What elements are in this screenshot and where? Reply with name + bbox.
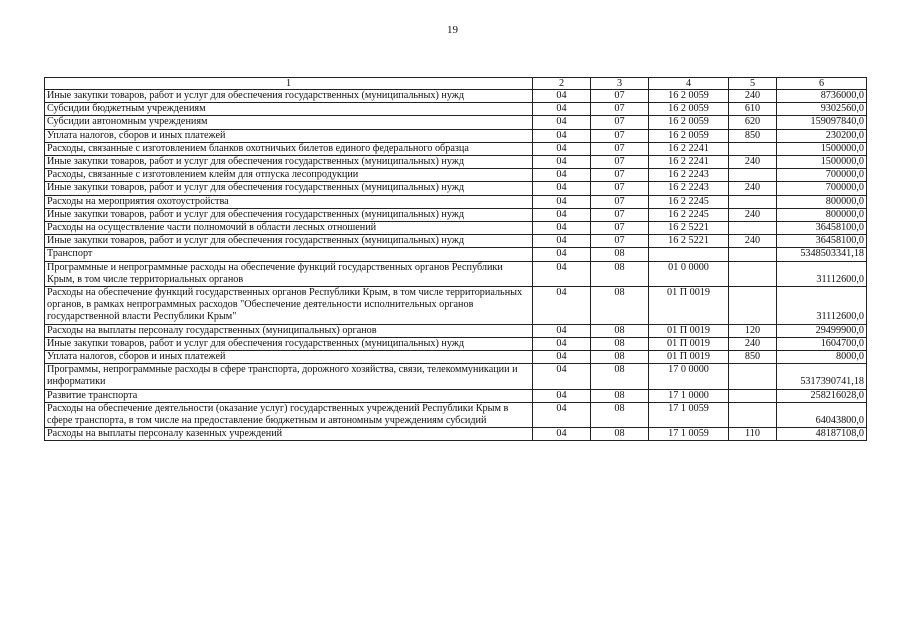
- section-code: 04: [533, 129, 591, 142]
- subsection-code: 07: [591, 142, 649, 155]
- item-name: Расходы на осуществление части полномочий в области лесных отношений: [45, 222, 533, 235]
- expense-type-code: 240: [729, 90, 777, 103]
- table-row: [45, 222, 867, 235]
- expense-type-code: [729, 222, 777, 235]
- item-name: Расходы на обеспечение деятельности (оказание услуг) государственных учреждений Республики Крым в сфере транспорта, в том числе на предоставление бюджетным и автономным учреждениям субсидий: [45, 402, 533, 427]
- amount-value: 31112600,0: [777, 287, 867, 325]
- expense-type-code: [729, 389, 777, 402]
- subsection-code: 07: [591, 129, 649, 142]
- subsection-code: 07: [591, 90, 649, 103]
- subsection-code: 07: [591, 103, 649, 116]
- table-row: [45, 182, 867, 195]
- item-name: Расходы, связанные с изготовлением клейм для отпуска лесопродукции: [45, 169, 533, 182]
- amount-value: 36458100,0: [777, 235, 867, 248]
- table-row: [45, 324, 867, 337]
- expense-type-code: 610: [729, 103, 777, 116]
- item-name: Расходы на выплаты персоналу государственных (муниципальных) органов: [45, 324, 533, 337]
- target-article-code: 16 2 0059: [649, 103, 729, 116]
- amount-value: 36458100,0: [777, 222, 867, 235]
- subsection-code: 07: [591, 182, 649, 195]
- expense-type-code: [729, 195, 777, 208]
- section-code: 04: [533, 261, 591, 286]
- section-code: 04: [533, 90, 591, 103]
- column-header-6: 6: [777, 78, 867, 90]
- amount-value: 9302560,0: [777, 103, 867, 116]
- table-row: [45, 129, 867, 142]
- table-row: [45, 337, 867, 350]
- section-code: 04: [533, 222, 591, 235]
- section-code: 04: [533, 195, 591, 208]
- item-name: Субсидии автономным учреждениям: [45, 116, 533, 129]
- item-name: Иные закупки товаров, работ и услуг для обеспечения государственных (муниципальных) нужд: [45, 156, 533, 169]
- subsection-code: 08: [591, 261, 649, 286]
- section-code: 04: [533, 389, 591, 402]
- amount-value: 48187108,0: [777, 428, 867, 441]
- amount-value: 31112600,0: [777, 261, 867, 286]
- section-code: 04: [533, 364, 591, 389]
- column-header-4: 4: [649, 78, 729, 90]
- expense-type-code: [729, 261, 777, 286]
- section-code: 04: [533, 103, 591, 116]
- item-name: Уплата налогов, сборов и иных платежей: [45, 351, 533, 364]
- item-name: Расходы на мероприятия охотоустройства: [45, 195, 533, 208]
- amount-value: 258216028,0: [777, 389, 867, 402]
- subsection-code: 08: [591, 337, 649, 350]
- expense-type-code: 240: [729, 337, 777, 350]
- subsection-code: 07: [591, 208, 649, 221]
- section-code: 04: [533, 116, 591, 129]
- target-article-code: 16 2 2243: [649, 169, 729, 182]
- table-row: [45, 235, 867, 248]
- target-article-code: 16 2 0059: [649, 129, 729, 142]
- column-header-3: 3: [591, 78, 649, 90]
- expense-type-code: 240: [729, 156, 777, 169]
- table-row: [45, 287, 867, 325]
- target-article-code: 16 2 5221: [649, 235, 729, 248]
- expense-type-code: [729, 169, 777, 182]
- table-body: [45, 90, 867, 441]
- item-name: Иные закупки товаров, работ и услуг для обеспечения государственных (муниципальных) нужд: [45, 235, 533, 248]
- subsection-code: 08: [591, 364, 649, 389]
- section-code: 04: [533, 169, 591, 182]
- target-article-code: 16 2 2245: [649, 208, 729, 221]
- table-row: [45, 261, 867, 286]
- target-article-code: 01 П 0019: [649, 287, 729, 325]
- subsection-code: 08: [591, 428, 649, 441]
- item-name: Расходы на выплаты персоналу казенных учреждений: [45, 428, 533, 441]
- table-row: [45, 208, 867, 221]
- expense-type-code: [729, 287, 777, 325]
- target-article-code: 17 1 0000: [649, 389, 729, 402]
- item-name: Уплата налогов, сборов и иных платежей: [45, 129, 533, 142]
- section-code: 04: [533, 142, 591, 155]
- item-name: Программные и непрограммные расходы на обеспечение функций государственных органов Республики Крым, в том числе территориальных органов: [45, 261, 533, 286]
- section-code: 04: [533, 287, 591, 325]
- target-article-code: 17 1 0059: [649, 402, 729, 427]
- table-row: [45, 142, 867, 155]
- target-article-code: 16 2 2241: [649, 156, 729, 169]
- target-article-code: 01 0 0000: [649, 261, 729, 286]
- subsection-code: 08: [591, 287, 649, 325]
- section-code: 04: [533, 182, 591, 195]
- table-row: [45, 156, 867, 169]
- amount-value: 230200,0: [777, 129, 867, 142]
- target-article-code: [649, 248, 729, 261]
- section-code: 04: [533, 428, 591, 441]
- amount-value: 1500000,0: [777, 142, 867, 155]
- section-code: 04: [533, 156, 591, 169]
- subsection-code: 07: [591, 169, 649, 182]
- amount-value: 29499900,0: [777, 324, 867, 337]
- target-article-code: 16 2 5221: [649, 222, 729, 235]
- table-header-row: [45, 78, 867, 90]
- expense-type-code: 620: [729, 116, 777, 129]
- column-header-2: 2: [533, 78, 591, 90]
- item-name: Иные закупки товаров, работ и услуг для обеспечения государственных (муниципальных) нужд: [45, 90, 533, 103]
- target-article-code: 16 2 2243: [649, 182, 729, 195]
- table-row: [45, 402, 867, 427]
- section-code: 04: [533, 337, 591, 350]
- expense-type-code: [729, 364, 777, 389]
- section-code: 04: [533, 235, 591, 248]
- amount-value: 800000,0: [777, 208, 867, 221]
- table-row: [45, 351, 867, 364]
- item-name: Иные закупки товаров, работ и услуг для обеспечения государственных (муниципальных) нужд: [45, 208, 533, 221]
- amount-value: 1604700,0: [777, 337, 867, 350]
- target-article-code: 16 2 0059: [649, 90, 729, 103]
- expense-type-code: 120: [729, 324, 777, 337]
- subsection-code: 07: [591, 222, 649, 235]
- target-article-code: 16 2 0059: [649, 116, 729, 129]
- section-code: 04: [533, 402, 591, 427]
- table-row: [45, 195, 867, 208]
- subsection-code: 08: [591, 351, 649, 364]
- section-code: 04: [533, 351, 591, 364]
- subsection-code: 07: [591, 116, 649, 129]
- subsection-code: 08: [591, 389, 649, 402]
- subsection-code: 07: [591, 235, 649, 248]
- amount-value: 159097840,0: [777, 116, 867, 129]
- item-name: Иные закупки товаров, работ и услуг для обеспечения государственных (муниципальных) нужд: [45, 182, 533, 195]
- item-name: Программы, непрограммные расходы в сфере транспорта, дорожного хозяйства, связи, телекоммуникации и информатики: [45, 364, 533, 389]
- item-name: Расходы, связанные с изготовлением бланков охотничьих билетов единого федерального образца: [45, 142, 533, 155]
- target-article-code: 17 0 0000: [649, 364, 729, 389]
- table-row: [45, 90, 867, 103]
- subsection-code: 08: [591, 248, 649, 261]
- subsection-code: 08: [591, 324, 649, 337]
- target-article-code: 17 1 0059: [649, 428, 729, 441]
- expense-type-code: 240: [729, 182, 777, 195]
- subsection-code: 07: [591, 195, 649, 208]
- amount-value: 700000,0: [777, 182, 867, 195]
- amount-value: 800000,0: [777, 195, 867, 208]
- item-name: Расходы на обеспечение функций государственных органов Республики Крым, в том числе территориальных органов, в рамках непрограммных расходов "Обеспечение деятельности исполнительных органов государственной власти Республики Крым": [45, 287, 533, 325]
- item-name: Иные закупки товаров, работ и услуг для обеспечения государственных (муниципальных) нужд: [45, 337, 533, 350]
- expense-type-code: [729, 248, 777, 261]
- expense-type-code: [729, 142, 777, 155]
- item-name: Субсидии бюджетным учреждениям: [45, 103, 533, 116]
- table-row: [45, 389, 867, 402]
- subsection-code: 08: [591, 402, 649, 427]
- item-name: Развитие транспорта: [45, 389, 533, 402]
- section-code: 04: [533, 248, 591, 261]
- expense-type-code: 240: [729, 235, 777, 248]
- column-header-1: 1: [45, 78, 533, 90]
- table-row: [45, 116, 867, 129]
- table-row: [45, 169, 867, 182]
- target-article-code: 16 2 2245: [649, 195, 729, 208]
- amount-value: 8736000,0: [777, 90, 867, 103]
- item-name: Транспорт: [45, 248, 533, 261]
- section-code: 04: [533, 324, 591, 337]
- amount-value: 64043800,0: [777, 402, 867, 427]
- amount-value: 5348503341,18: [777, 248, 867, 261]
- amount-value: 8000,0: [777, 351, 867, 364]
- budget-table: [44, 77, 867, 441]
- table-row: [45, 364, 867, 389]
- amount-value: 700000,0: [777, 169, 867, 182]
- expense-type-code: [729, 402, 777, 427]
- table-row: [45, 428, 867, 441]
- target-article-code: 16 2 2241: [649, 142, 729, 155]
- target-article-code: 01 П 0019: [649, 351, 729, 364]
- table-row: [45, 103, 867, 116]
- expense-type-code: 850: [729, 351, 777, 364]
- amount-value: 5317390741,18: [777, 364, 867, 389]
- section-code: 04: [533, 208, 591, 221]
- target-article-code: 01 П 0019: [649, 324, 729, 337]
- expense-type-code: 850: [729, 129, 777, 142]
- amount-value: 1500000,0: [777, 156, 867, 169]
- subsection-code: 07: [591, 156, 649, 169]
- column-header-5: 5: [729, 78, 777, 90]
- expense-type-code: 240: [729, 208, 777, 221]
- page-number: 19: [447, 24, 458, 36]
- target-article-code: 01 П 0019: [649, 337, 729, 350]
- table-row: [45, 248, 867, 261]
- expense-type-code: 110: [729, 428, 777, 441]
